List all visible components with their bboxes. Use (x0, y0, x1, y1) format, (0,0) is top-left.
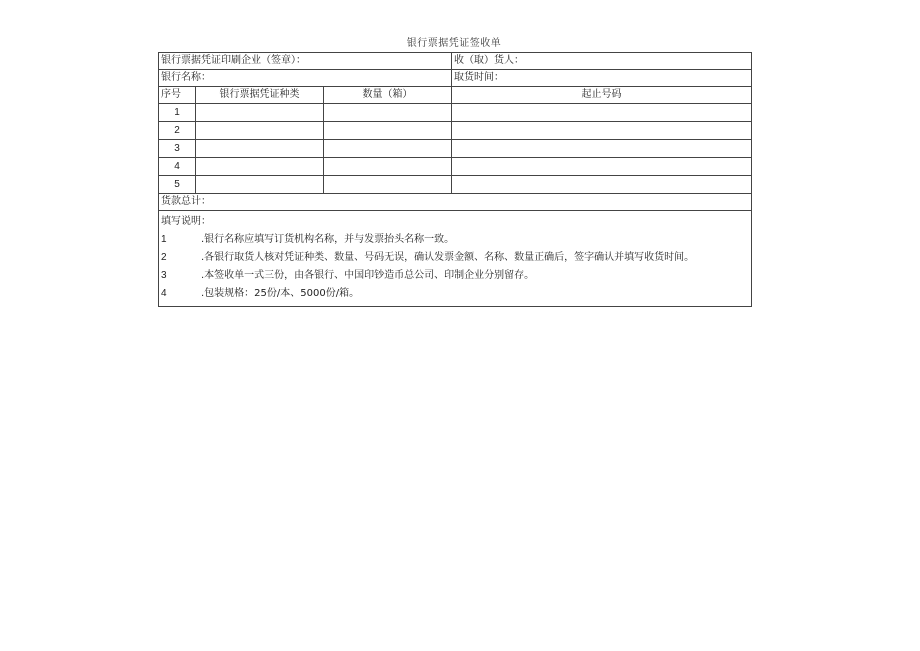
total-label: 货款总计： (161, 196, 211, 207)
instruction-item (161, 285, 749, 303)
pickup-time-field[interactable] (452, 70, 752, 87)
column-header-type: 银行票据凭证种类 (196, 87, 324, 104)
number-range-cell[interactable] (452, 104, 752, 122)
instructions-section (159, 211, 752, 307)
printer-company-label: 银行票据凭证印刷企业（签章）： (161, 55, 306, 66)
row-number: 5 (159, 176, 196, 194)
table-row (159, 122, 752, 140)
total-row (159, 194, 752, 211)
type-cell[interactable] (196, 104, 324, 122)
bank-name-field[interactable] (159, 70, 452, 87)
type-cell[interactable] (196, 140, 324, 158)
instruction-text: .包装规格：25份/本、5000份/箱。 (201, 288, 360, 299)
type-cell[interactable] (196, 158, 324, 176)
quantity-cell[interactable] (324, 122, 452, 140)
row-number: 1 (159, 104, 196, 122)
number-range-cell[interactable] (452, 158, 752, 176)
column-header-number-range: 起止号码 (452, 87, 752, 104)
quantity-cell[interactable] (324, 140, 452, 158)
number-range-cell[interactable] (452, 122, 752, 140)
table-header-row (159, 87, 752, 104)
instruction-number: 4 (161, 288, 167, 299)
quantity-cell[interactable] (324, 158, 452, 176)
row-number: 3 (159, 140, 196, 158)
total-field[interactable] (159, 194, 752, 211)
number-range-cell[interactable] (452, 140, 752, 158)
pickup-time-label: 取货时间： (454, 72, 504, 83)
instruction-number: 1 (161, 234, 167, 245)
number-range-cell[interactable] (452, 176, 752, 194)
instruction-text: .银行名称应填写订货机构名称，并与发票抬头名称一致。 (201, 234, 455, 245)
table-row (159, 140, 752, 158)
receipt-form-table (158, 52, 752, 307)
bank-time-row (159, 70, 752, 87)
instruction-item (161, 267, 749, 285)
printer-receiver-row (159, 53, 752, 70)
type-cell[interactable] (196, 176, 324, 194)
table-row (159, 104, 752, 122)
instruction-text: .本签收单一式三份，由各银行、中国印钞造币总公司、印制企业分别留存。 (201, 270, 535, 281)
document-title: 银行票据凭证签收单 (406, 38, 502, 49)
type-cell[interactable] (196, 122, 324, 140)
instruction-text: .各银行取货人核对凭证种类、数量、号码无误，确认发票金额、名称、数量正确后，签字确认并填写收货时间。 (201, 252, 695, 263)
instruction-number: 3 (161, 270, 167, 281)
receiver-field[interactable] (452, 53, 752, 70)
instructions-heading: 填写说明： (161, 216, 211, 227)
instruction-item (161, 249, 749, 267)
column-header-serial: 序号 (159, 87, 196, 104)
receiver-label: 收（取）货人： (454, 55, 524, 66)
row-number: 4 (159, 158, 196, 176)
notes-row (159, 211, 752, 307)
table-row (159, 158, 752, 176)
quantity-cell[interactable] (324, 104, 452, 122)
printer-company-field[interactable] (159, 53, 452, 70)
instruction-item (161, 231, 749, 249)
instruction-number: 2 (161, 252, 167, 263)
column-header-quantity: 数量（箱） (324, 87, 452, 104)
table-row (159, 176, 752, 194)
bank-name-label: 银行名称： (161, 72, 211, 83)
row-number: 2 (159, 122, 196, 140)
quantity-cell[interactable] (324, 176, 452, 194)
